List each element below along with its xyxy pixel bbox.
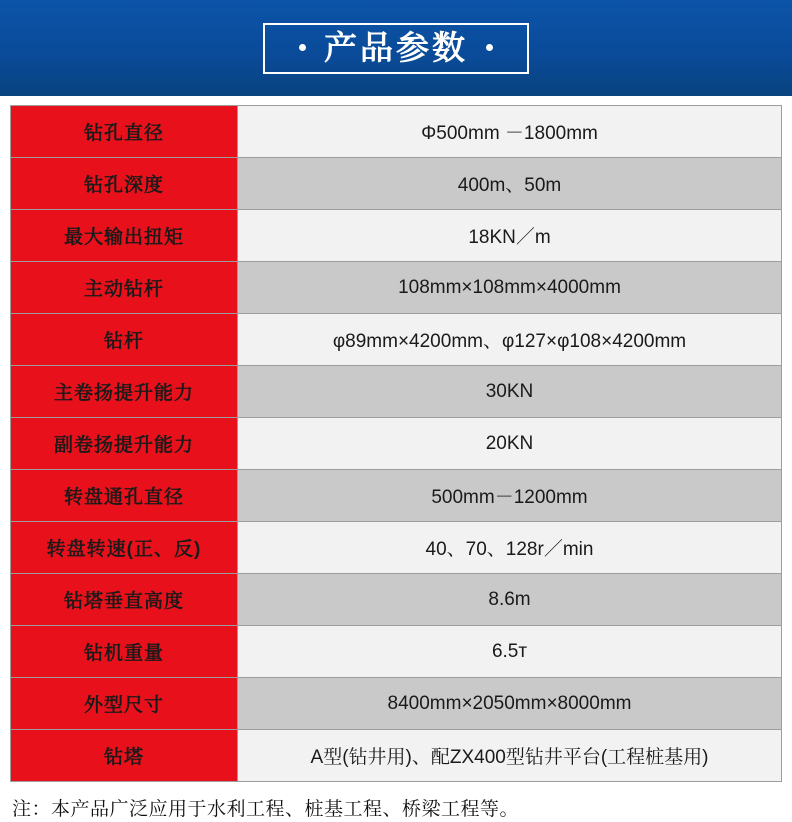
spec-value: φ89mm×4200mm、φ127×φ108×4200mm [238,314,782,366]
table-row [11,262,782,314]
spec-value: A型(钻井用)、配ZX400型钻井平台(工程桩基用) [238,730,782,782]
title-frame [263,23,529,74]
spec-table [10,105,782,782]
table-row [11,678,782,730]
spec-label: 外型尺寸 [11,678,238,730]
spec-value: 108mm×108mm×4000mm [238,262,782,314]
spec-value: 18KN／m [238,210,782,262]
spec-label: 钻机重量 [11,626,238,678]
footnote: 注：本产品广泛应用于水利工程、桩基工程、桥梁工程等。 [12,799,520,820]
table-row [11,106,782,158]
page-title: 产品参数 [324,28,468,66]
table-row [11,314,782,366]
spec-label: 最大输出扭矩 [11,210,238,262]
spec-table-container [0,96,792,782]
bullet-dot-right-icon [486,44,493,51]
table-row [11,158,782,210]
spec-value: 400m、50m [238,158,782,210]
spec-value: 30KN [238,366,782,418]
table-row [11,574,782,626]
table-row [11,418,782,470]
spec-label: 主卷扬提升能力 [11,366,238,418]
spec-label: 钻孔深度 [11,158,238,210]
table-row [11,366,782,418]
spec-value: 6.5т [238,626,782,678]
table-row [11,730,782,782]
spec-label: 钻塔 [11,730,238,782]
table-row [11,522,782,574]
spec-value: 40、70、128r／min [238,522,782,574]
spec-value: Φ500mm －1800mm [238,106,782,158]
spec-label: 转盘转速(正、反) [11,522,238,574]
spec-value: 20KN [238,418,782,470]
spec-label: 钻杆 [11,314,238,366]
spec-value: 8.6m [238,574,782,626]
spec-label: 主动钻杆 [11,262,238,314]
table-row [11,210,782,262]
spec-value: 500mm－1200mm [238,470,782,522]
spec-label: 钻塔垂直高度 [11,574,238,626]
table-row [11,626,782,678]
page-header-banner [0,0,792,96]
spec-label: 钻孔直径 [11,106,238,158]
spec-label: 副卷扬提升能力 [11,418,238,470]
bullet-dot-left-icon [299,44,306,51]
spec-label: 转盘通孔直径 [11,470,238,522]
spec-value: 8400mm×2050mm×8000mm [238,678,782,730]
table-row [11,470,782,522]
